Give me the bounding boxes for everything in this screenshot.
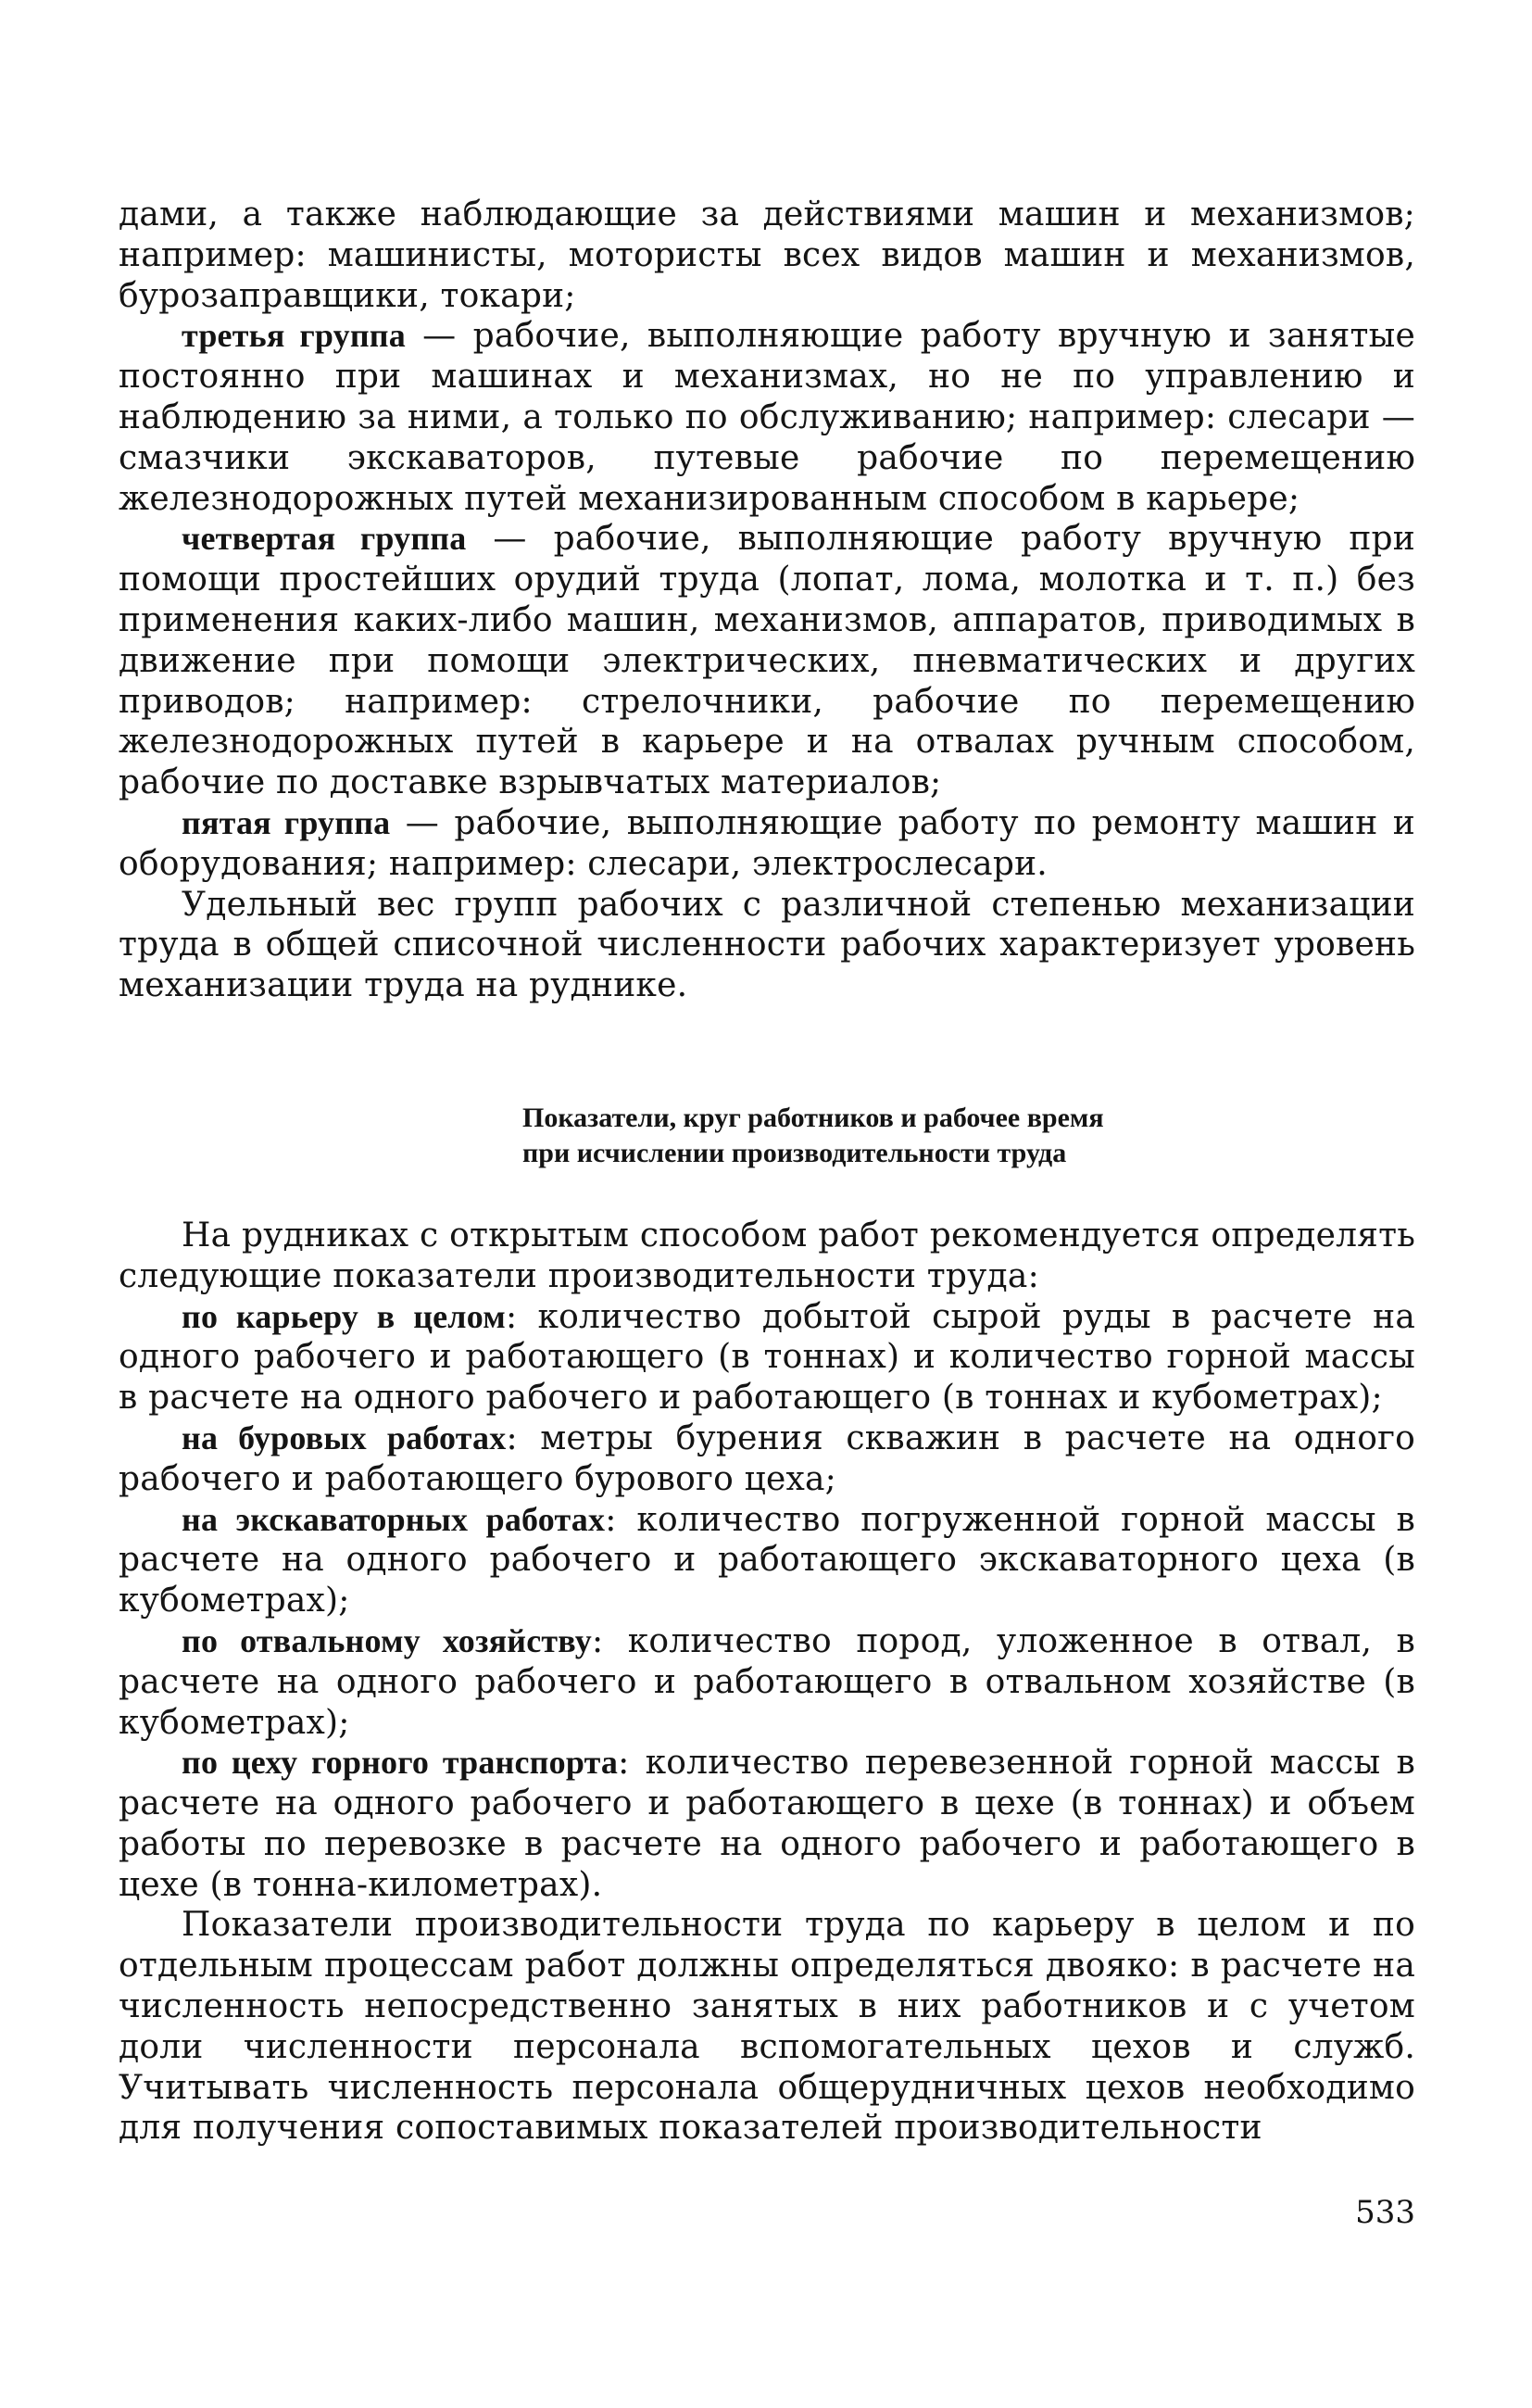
paragraph-continuation [119, 195, 1415, 316]
paragraph-lead: на буровых работах [182, 1418, 507, 1456]
page-number: 533 [1355, 2194, 1415, 2231]
page-body [119, 195, 1415, 2149]
paragraph-text: — рабочие, выполняющие работу вручную при помощи простейших орудий труда (лопат, лома, молотка и т. п.) без применения каких-либо машин, механизмов, аппаратов, приводимых в движение при помощи электрических, пневматических и других приводов; например: стрелочники, рабочие по перемещению железнодорожных путей в карьере и на отвалах ручным способом, рабочие по доставке взрывчатых материалов; [119, 520, 1415, 802]
paragraph-group-four [119, 519, 1415, 803]
paragraph-dual-calculation [119, 1905, 1415, 2149]
paragraph-text: : количество пород, уложенное в отвал, в расчете на одного рабочего и работающего в отвальном хозяйстве (в кубометрах); [119, 1621, 1416, 1742]
paragraph-dump [119, 1621, 1415, 1743]
paragraph-transport [119, 1743, 1415, 1905]
paragraph-text: : количество перевезенной горной массы в расчете на одного рабочего и работающего в цехе (в тоннах) и объем работы по перевозке в расчете на одного рабочего и работающего в цехе (в тонна-километрах). [119, 1744, 1415, 1904]
section-heading [522, 1101, 1356, 1171]
paragraph-lead: по карьеру в целом [182, 1297, 506, 1335]
paragraph-text: дами, а также наблюдающие за действиями машин и механизмов; например: машинисты, мотористы всех видов машин и механизмов, бурозаправщики, токари; [119, 195, 1415, 315]
paragraph-mechanization-level [119, 885, 1415, 1006]
paragraph-lead: на экскаваторных работах [182, 1500, 606, 1538]
paragraph-recommended-indicators [119, 1216, 1415, 1297]
section-heading-line: при исчислении производительности труда [522, 1137, 1067, 1168]
paragraph-lead: четвертая группа [182, 520, 467, 558]
paragraph-text: На рудниках с открытым способом работ рекомендуется определять следующие показатели производительности труда: [119, 1216, 1415, 1295]
paragraph-quarry-overall [119, 1297, 1415, 1418]
paragraph-text: Удельный вес групп рабочих с различной степенью механизации труда в общей списочной численности рабочих характеризует уровень механизации труда на руднике. [119, 885, 1415, 1005]
section-heading-line: Показатели, круг работников и рабочее время [522, 1102, 1104, 1133]
paragraph-text: : метры бурения скважин в расчете на одного рабочего и работающего бурового цеха; [119, 1418, 1415, 1498]
paragraph-lead: третья группа [182, 317, 406, 355]
paragraph-drilling [119, 1418, 1415, 1500]
paragraph-excavation [119, 1500, 1415, 1621]
paragraph-text: Показатели производительности труда по карьеру в целом и по отдельным процессам работ должны определяться двояко: в расчете на численность непосредственно занятых в них работников и с учетом доли численности персонала вспомогательных цехов и служб. Учитывать численность персонала общерудничных цехов необходимо для получения сопоставимых показателей производительности [119, 1906, 1415, 2148]
paragraph-text: — рабочие, выполняющие работу вручную и занятые постоянно при машинах и механизмах, но не по управлению и наблюдению за ними, а только по обслуживанию; например: слесари — смазчики экскаваторов, путевые рабочие по перемещению железнодорожных путей механизированным способом в карьере; [119, 317, 1415, 518]
paragraph-text: — рабочие, выполняющие работу по ремонту машин и оборудования; например: слесари, электрослесари. [119, 803, 1415, 883]
paragraph-lead: по цеху горного транспорта [182, 1744, 619, 1782]
paragraph-lead: пятая группа [182, 803, 391, 841]
paragraph-group-three [119, 316, 1415, 519]
paragraph-group-five [119, 803, 1415, 885]
paragraph-text: : количество добытой сырой руды в расчете на одного рабочего и работающего (в тоннах) и количество горной массы в расчете на одного рабочего и работающего (в тоннах и кубометрах); [119, 1297, 1415, 1418]
paragraph-lead: по отвальному хозяйству [182, 1621, 592, 1659]
paragraph-text: : количество погруженной горной массы в расчете на одного рабочего и работающего экскаваторного цеха (в кубометрах); [119, 1500, 1416, 1620]
